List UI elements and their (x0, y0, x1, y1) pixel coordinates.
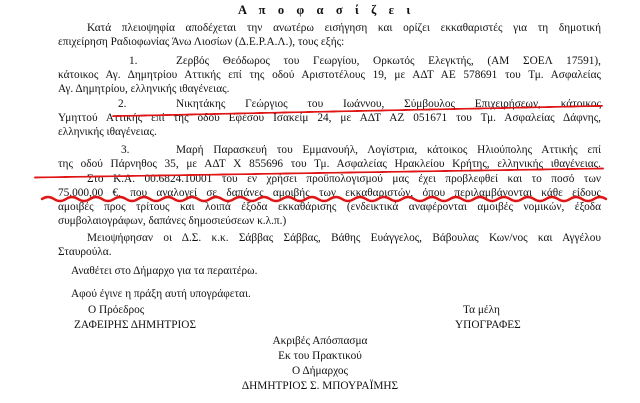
footer-mayor-name: ΔΗΜΗΤΡΙΟΣ Σ. ΜΠΟΥΡΑΪΜΗΣ (241, 380, 399, 392)
budget-line-3: αμοιβές προς τρίτους και λοιπά έξοδα εκκαθάρισης (ενδεικτικά αναφέρονται αμοιβές νομικών, έξοδα (58, 201, 601, 213)
liquidator-3-line-2: της οδού Πάρνηθος 35, με ΑΔΤ Χ 855696 του Τμ. Ασφαλείας Ηρακλείου Κρήτης, ελληνικής ιθαγένειας. (58, 158, 601, 170)
footer-from-minutes: Εκ του Πρακτικού (278, 350, 362, 362)
signed-line: Αφού έγινε η πράξη αυτή υπογράφεται. (71, 288, 251, 300)
budget-line-2: 75.000,00 €, που αναλογεί σε δαπάνες αμοιβής των εκκαθαριστών, όπου περιλαμβάνονται κάθε είδους (58, 187, 601, 199)
liquidator-2-number: 2. (118, 98, 127, 110)
members-signatures: ΥΠΟΓΡΑΦΕΣ (455, 319, 521, 331)
footer-extract: Ακριβές Απόσπασμα (272, 335, 368, 347)
red-wavy-underline-budget (40, 194, 612, 204)
intro-line-2: επιχείρηση Ραδιοφωνίας Άνω Λιοσίων (Δ.Ε.Ρ.Α.Λ.), τους εξής: (58, 36, 345, 48)
members-title: Τα μέλη (463, 304, 500, 316)
liquidator-2-line-1: Νικητάκης Γεώργιος του Ιωάννου, Σύμβουλος Επιχειρήσεων, κάτοικος (176, 98, 601, 110)
intro-line-1: Κατά πλειοψηφία αποδέχεται την ανωτέρω εισήγηση και ορίζει εκκαθαριστές για τη δημοτική (87, 22, 601, 34)
footer-mayor-title: Ο Δήμαρχος (291, 365, 349, 377)
liquidator-1-line-3: Αγ. Δημητρίου, ελληνικής ιθαγένειας. (58, 83, 230, 95)
liquidator-2-line-2: Υμηττού Αττικής επί της οδού Εφέσου Ισακείμ 24, με ΑΔΤ ΑΖ 051671 του Τμ. Ασφαλείας Δάφνης, (58, 112, 601, 124)
liquidator-3-number: 3. (121, 144, 130, 156)
liquidator-2-line-3: ελληνικής ιθαγένειας. (58, 126, 157, 138)
budget-line-4: συμβολαιογράφων, δαπάνες δημοσιεύσεων κ.λ.π.) (58, 215, 287, 227)
chair-title: Ο Πρόεδρος (88, 304, 145, 316)
liquidator-1-line-1: Ζερβός Θεόδωρος του Γεωργίου, Ορκωτός Ελεγκτής, (ΑΜ ΣΟΕΛ 17591), (176, 55, 601, 67)
abstain-line-1: Μειοψήφησαν οι Δ.Σ. κ.κ. Σάββας Σάββας, Βάθης Ευάγγελος, Βάβουλας Κων/νος και Αγγέλου (87, 232, 601, 244)
budget-line-1: Στο Κ.Α. 00.6824.10001 του εν χρήσει προϋπολογισμού μας έχει προβλεφθεί και το ποσό των (87, 173, 601, 185)
abstain-line-2: Σταυρούλα. (58, 246, 112, 258)
chair-name: ΖΑΦΕΙΡΗΣ ΔΗΜΗΤΡΙΟΣ (74, 319, 197, 331)
assign-line: Αναθέτει στο Δήμαρχο για τα περαιτέρω. (71, 265, 258, 277)
decision-heading: Α π ο φ α σ ί ζ ε ι (238, 3, 415, 17)
liquidator-1-line-2: κάτοικος Αγ. Δημητρίου Αττικής επί της οδού Αριστοτέλους 19, με ΑΔΤ ΑΕ 578691 του Τμ. Ασφαλείας (58, 69, 601, 81)
liquidator-1-number: 1. (129, 55, 138, 67)
liquidator-3-line-1: Μαρή Παρασκευή του Εμμανουήλ, Λογίστρια, κάτοικος Ηλιούπολης Αττικής επί (176, 144, 601, 156)
